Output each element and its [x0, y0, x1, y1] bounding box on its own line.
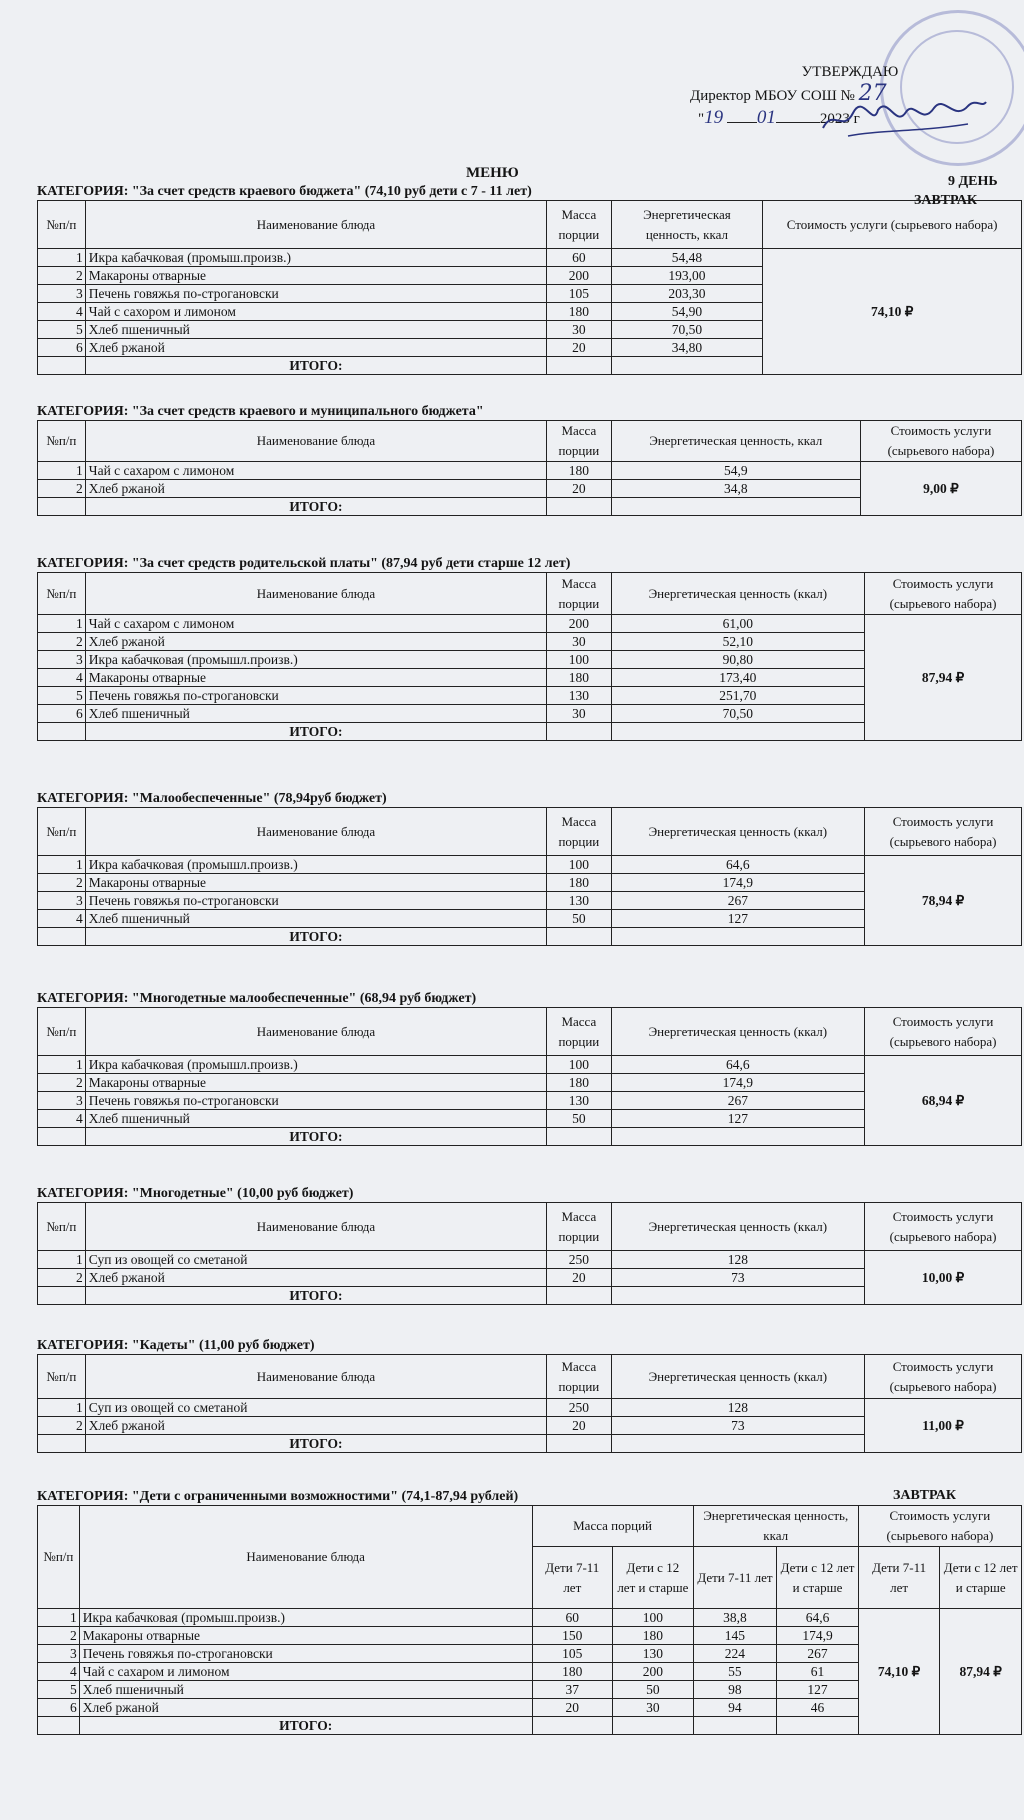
- table-row: 2 Макароны отварные 150 180 145 174,9: [38, 1627, 1022, 1645]
- table-row: 3 Печень говяжья по-строгановски 105 203,30: [38, 285, 1022, 303]
- section-4: [37, 790, 1022, 946]
- energy-group-header: Энергетическая ценность, ккал: [693, 1506, 858, 1547]
- total-row: ИТОГО:: [38, 928, 1022, 946]
- menu-table: №п/п Наименование блюда Масса порции Энергетическая ценность (ккал) Стоимость услуги (сырьевого набора) 1 Чай с сахаром с лимоном 200 61,00 87,94 ₽ 2 Хлеб ржаной 30 52,10 3 Икра кабачковая (промышл.произв.) 100 90,80 4 Макароны отварные 180 173,40 5 Печень говяжья по-строгановски 130 251,70 6 Хлеб пшеничный 30 70,50 ИТОГО:: [37, 572, 1022, 741]
- menu-table: [37, 200, 1022, 375]
- table-row: 6 Хлеб ржаной 20 30 94 46: [38, 1699, 1022, 1717]
- director-label: Директор МБОУ СОШ №: [690, 88, 855, 104]
- menu-title: МЕНЮ: [466, 165, 519, 181]
- section-category: КАТЕГОРИЯ: "За счет средств краевого и муниципального бюджета": [37, 404, 484, 419]
- cost-value: 11,00 ₽: [865, 1399, 1022, 1453]
- school-number: 27: [858, 81, 887, 106]
- table-row: 1 Суп из овощей со сметаной 250 128 10,00 ₽: [38, 1251, 1022, 1269]
- section-3: [37, 555, 1022, 741]
- approve-title: УТВЕРЖДАЮ: [801, 64, 899, 80]
- table-row: 2 Хлеб ржаной 30 52,10: [38, 633, 1022, 651]
- table-row: 6 Хлеб пшеничный 30 70,50: [38, 705, 1022, 723]
- table-row: 3 Печень говяжья по-строгановски 130 267: [38, 1092, 1022, 1110]
- table-row: 2 Макароны отварные 180 174,9: [38, 1074, 1022, 1092]
- table-row: 2 Макароны отварные 200 193,00: [38, 267, 1022, 285]
- total-row: ИТОГО:: [38, 723, 1022, 741]
- col-cost: Стоимость услуги (сырьевого набора): [763, 201, 1022, 249]
- section-special: [37, 1488, 1022, 1735]
- director-signature: [818, 88, 988, 148]
- menu-table: №п/п Наименование блюда Масса порции Энергетическая ценность (ккал) Стоимость услуги (сырьевого набора) 1 Икра кабачковая (промышл.произв.) 100 64,6 68,94 ₽ 2 Макароны отварные 180 174,9 3 Печень говяжья по-строгановски 130 267 4 Хлеб пшеничный 50 127 ИТОГО:: [37, 1007, 1022, 1146]
- table-row: 5 Хлеб пшеничный 37 50 98 127: [38, 1681, 1022, 1699]
- total-row: ИТОГО:: [38, 498, 1022, 516]
- menu-table: №п/п Наименование блюда Масса порции Энергетическая ценность (ккал) Стоимость услуги (сырьевого набора) 1 Суп из овощей со сметаной 250 128 10,00 ₽ 2 Хлеб ржаной 20 73 ИТОГО:: [37, 1202, 1022, 1305]
- total-row: ИТОГО:: [38, 1128, 1022, 1146]
- date-day: 19: [704, 107, 724, 128]
- meal-label-top: ЗАВТРАК: [914, 193, 978, 208]
- total-row: ИТОГО:: [38, 1717, 1022, 1735]
- cost-group-header: Стоимость услуги (сырьевого набора): [858, 1506, 1021, 1547]
- table-row: 4 Чай с сахаром и лимоном 180 200 55 61: [38, 1663, 1022, 1681]
- section-category: КАТЕГОРИЯ: "Кадеты" (11,00 руб бюджет): [37, 1338, 315, 1353]
- special-menu-table: №п/п Наименование блюда Масса порций Энергетическая ценность, ккал Стоимость услуги (сырьевого набора) Дети 7-11 лет Дети с 12 лет и старше Дети 7-11 лет Дети с 12 лет и старше Дети 7-11 лет Дети с 12 лет и старше 1 Икра кабачковая (промыш.произв.) 60 100 38,8 64,6 74,10 ₽ 87,94 ₽ 2 Макароны отварные 150 180 145 174,9 3 Печень говяжья по-строгановски 105 130 224 267 4 Чай с сахаром и лимоном 180 200 55 61 5 Хлеб пшеничный 37 50 98 127 6 Хлеб ржаной 20 30 94 46 ИТОГО:: [37, 1505, 1022, 1735]
- cost-value: 78,94 ₽: [865, 856, 1022, 946]
- col-num: №п/п: [38, 201, 86, 249]
- date-year: 2023 г: [819, 111, 860, 127]
- date-line: "19 01 2023 г: [698, 107, 860, 128]
- table-row: 1 Икра кабачковая (промыш.произв.) 60 54,48 74,10 ₽: [38, 249, 1022, 267]
- table-row: 5 Печень говяжья по-строгановски 130 251,70: [38, 687, 1022, 705]
- total-row: ИТОГО:: [38, 1287, 1022, 1305]
- section-category: КАТЕГОРИЯ: "За счет средств родительской платы" (87,94 руб дети старше 12 лет): [37, 556, 571, 571]
- meal-label-bottom: ЗАВТРАК: [893, 1488, 957, 1503]
- section-category: КАТЕГОРИЯ: "Малообеспеченные" (78,94руб бюджет): [37, 791, 387, 806]
- section-5: [37, 990, 1022, 1146]
- section-7: [37, 1337, 1022, 1453]
- section-category: КАТЕГОРИЯ: "Дети с ограниченными возможностими" (74,1-87,94 рублей): [37, 1489, 519, 1504]
- table-row: 2 Хлеб ржаной 20 73: [38, 1417, 1022, 1435]
- table-row: 1 Икра кабачковая (промышл.произв.) 100 64,6 78,94 ₽: [38, 856, 1022, 874]
- mass-group-header: Масса порций: [532, 1506, 693, 1547]
- table-row: 4 Макароны отварные 180 173,40: [38, 669, 1022, 687]
- day-label: 9 ДЕНЬ: [948, 174, 998, 189]
- cost-value-b: 87,94 ₽: [940, 1609, 1022, 1735]
- menu-table: №п/п Наименование блюда Масса порции Энергетическая ценность (ккал) Стоимость услуги (сырьевого набора) 1 Суп из овощей со сметаной 250 128 11,00 ₽ 2 Хлеб ржаной 20 73 ИТОГО:: [37, 1354, 1022, 1453]
- section-category: КАТЕГОРИЯ: "Многодетные малообеспеченные" (68,94 руб бюджет): [37, 991, 477, 1006]
- section-category: КАТЕГОРИЯ: "За счет средств краевого бюджета" (74,10 руб дети с 7 - 11 лет): [37, 184, 532, 199]
- table-row: 1 Чай с сахаром с лимоном 200 61,00 87,94 ₽: [38, 615, 1022, 633]
- cost-value: 87,94 ₽: [865, 615, 1022, 741]
- col-energy: Энергетическая ценность, ккал: [611, 201, 763, 249]
- total-row: ИТОГО:: [38, 357, 1022, 375]
- menu-table: №п/п Наименование блюда Масса порции Энергетическая ценность (ккал) Стоимость услуги (сырьевого набора) 1 Икра кабачковая (промышл.произв.) 100 64,6 78,94 ₽ 2 Макароны отварные 180 174,9 3 Печень говяжья по-строгановски 130 267 4 Хлеб пшеничный 50 127 ИТОГО:: [37, 807, 1022, 946]
- table-row: 1 Чай с сахаром с лимоном 180 54,9 9,00 ₽: [38, 462, 1022, 480]
- cost-value-a: 74,10 ₽: [858, 1609, 940, 1735]
- table-row: 4 Хлеб пшеничный 50 127: [38, 1110, 1022, 1128]
- cost-value: 68,94 ₽: [865, 1056, 1022, 1146]
- menu-table: №п/п Наименование блюда Масса порции Энергетическая ценность, ккал Стоимость услуги (сырьевого набора) 1 Чай с сахаром с лимоном 180 54,9 9,00 ₽ 2 Хлеб ржаной 20 34,8 ИТОГО:: [37, 420, 1022, 516]
- col-mass: Масса порции: [547, 201, 611, 249]
- cost-value: 10,00 ₽: [865, 1251, 1022, 1305]
- cost-value: 74,10 ₽: [763, 249, 1022, 375]
- table-row: 6 Хлеб ржаной 20 34,80: [38, 339, 1022, 357]
- date-month: 01: [756, 107, 776, 128]
- section-category: КАТЕГОРИЯ: "Многодетные" (10,00 руб бюджет): [37, 1186, 354, 1201]
- table-row: 2 Хлеб ржаной 20 34,8: [38, 480, 1022, 498]
- table-row: 2 Хлеб ржаной 20 73: [38, 1269, 1022, 1287]
- section-2: [37, 403, 1022, 516]
- table-row: 5 Хлеб пшеничный 30 70,50: [38, 321, 1022, 339]
- table-row: 3 Печень говяжья по-строгановски 105 130 224 267: [38, 1645, 1022, 1663]
- section-6: [37, 1185, 1022, 1305]
- table-row: 4 Чай с сахором и лимоном 180 54,90: [38, 303, 1022, 321]
- col-name: Наименование блюда: [85, 201, 546, 249]
- table-row: 3 Икра кабачковая (промышл.произв.) 100 90,80: [38, 651, 1022, 669]
- table-row: 4 Хлеб пшеничный 50 127: [38, 910, 1022, 928]
- section-1: [37, 183, 1022, 375]
- table-row: 2 Макароны отварные 180 174,9: [38, 874, 1022, 892]
- cost-value: 9,00 ₽: [860, 462, 1021, 516]
- table-row: 3 Печень говяжья по-строгановски 130 267: [38, 892, 1022, 910]
- table-row: 1 Икра кабачковая (промыш.произв.) 60 100 38,8 64,6 74,10 ₽ 87,94 ₽: [38, 1609, 1022, 1627]
- total-row: ИТОГО:: [38, 1435, 1022, 1453]
- table-row: 1 Икра кабачковая (промышл.произв.) 100 64,6 68,94 ₽: [38, 1056, 1022, 1074]
- table-row: 1 Суп из овощей со сметаной 250 128 11,00 ₽: [38, 1399, 1022, 1417]
